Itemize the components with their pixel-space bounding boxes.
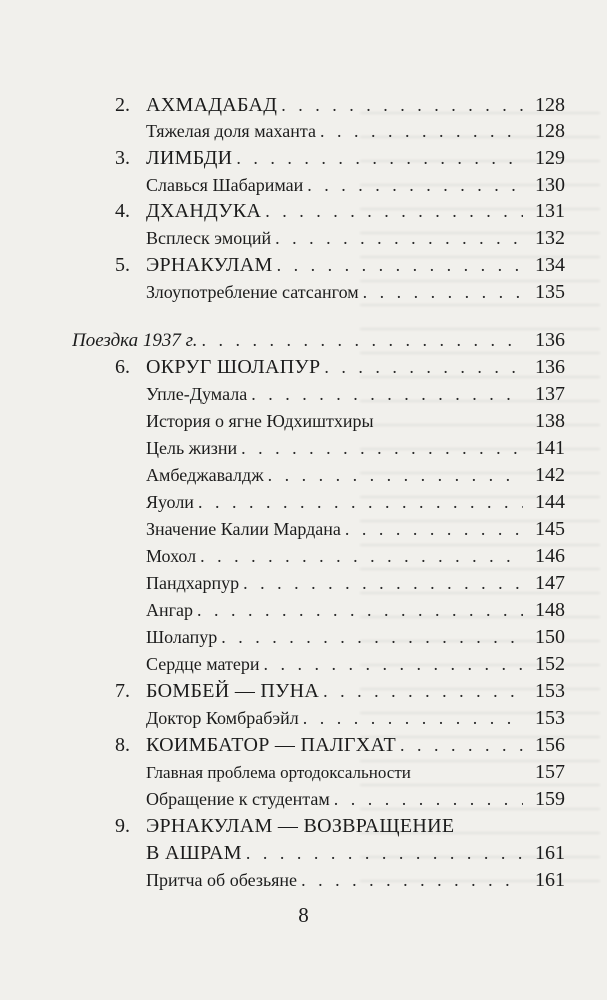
toc-entry-satsang bbox=[146, 281, 565, 309]
toc-entry-kombrabail bbox=[146, 707, 565, 735]
entry-page: 142 bbox=[535, 464, 565, 486]
leader-dots bbox=[359, 282, 523, 303]
entry-page: 153 bbox=[535, 707, 565, 729]
toc-entry-sholapur bbox=[146, 626, 565, 654]
entry-page: 145 bbox=[535, 518, 565, 540]
entry-title: Всплеск эмоций bbox=[146, 228, 272, 248]
leader-dots bbox=[237, 438, 523, 459]
leader-dots bbox=[198, 330, 523, 351]
entry-page: 138 bbox=[535, 410, 565, 432]
toc-entry-coimbatore bbox=[110, 734, 565, 762]
leader-dots bbox=[232, 148, 523, 169]
toc-entry-mahant bbox=[146, 120, 565, 148]
entry-number: 8. bbox=[115, 734, 130, 756]
leader-dots bbox=[193, 600, 523, 621]
leader-dots bbox=[261, 201, 523, 222]
leader-dots bbox=[273, 255, 523, 276]
toc-entry-ernakulam-return-cont bbox=[146, 842, 565, 870]
entry-page: 141 bbox=[535, 437, 565, 459]
entry-page: 161 bbox=[535, 842, 565, 864]
entry-title: Главная проблема ортодоксальности bbox=[146, 763, 411, 782]
toc-entry-monkey bbox=[146, 869, 565, 897]
toc-entry-students bbox=[146, 788, 565, 816]
entry-title: КОИМБАТОР — ПАЛГХАТ bbox=[146, 734, 396, 756]
entry-page: 144 bbox=[535, 491, 565, 513]
leader-dots bbox=[196, 546, 523, 567]
entry-number: 6. bbox=[115, 356, 130, 378]
entry-title: Шолапур bbox=[146, 627, 218, 647]
entry-page: 148 bbox=[535, 599, 565, 621]
section-title: Поездка 1937 г. bbox=[72, 330, 198, 351]
entry-page: 147 bbox=[535, 572, 565, 594]
toc-entry-limbdi bbox=[110, 147, 565, 175]
leader-dots bbox=[330, 789, 523, 810]
entry-page: 131 bbox=[535, 200, 565, 222]
toc-entry-yudhishthira bbox=[146, 410, 565, 438]
entry-page: 152 bbox=[535, 653, 565, 675]
leader-dots bbox=[264, 465, 523, 486]
entry-number: 3. bbox=[115, 147, 130, 169]
toc-entry-orthodoxy bbox=[146, 761, 565, 789]
leader-dots bbox=[271, 228, 523, 249]
entry-page: 153 bbox=[535, 680, 565, 702]
entry-number: 5. bbox=[115, 254, 130, 276]
leader-dots bbox=[297, 870, 523, 891]
leader-dots bbox=[299, 708, 523, 729]
toc-entry-angar bbox=[146, 599, 565, 627]
entry-page: 137 bbox=[535, 383, 565, 405]
entry-title: Обращение к студентам bbox=[146, 789, 330, 809]
leader-dots bbox=[247, 384, 523, 405]
entry-page: 136 bbox=[535, 329, 565, 351]
entry-page: 161 bbox=[535, 869, 565, 891]
entry-page: 134 bbox=[535, 254, 565, 276]
entry-title: Доктор Комбрабэйл bbox=[146, 708, 299, 728]
entry-page: 135 bbox=[535, 281, 565, 303]
entry-number: 7. bbox=[115, 680, 130, 702]
leader-dots bbox=[217, 627, 523, 648]
toc-entry-shabarimai bbox=[146, 174, 565, 202]
toc-entry-ahmadabad bbox=[110, 94, 565, 122]
leader-dots bbox=[316, 121, 523, 142]
entry-page: 129 bbox=[535, 147, 565, 169]
leader-dots bbox=[396, 735, 523, 756]
entry-title: Цель жизни bbox=[146, 438, 238, 458]
entry-title: История о ягне Юдхиштхиры bbox=[146, 411, 374, 431]
leader-dots bbox=[341, 519, 523, 540]
entry-title: АХМАДАБАД bbox=[146, 94, 278, 116]
entry-page: 157 bbox=[535, 761, 565, 783]
entry-title: ЛИМБДИ bbox=[146, 147, 233, 169]
entry-title: ОКРУГ ШОЛАПУР bbox=[146, 356, 321, 378]
entry-title: Тяжелая доля маханта bbox=[146, 121, 316, 141]
toc-entry-sholapur-district bbox=[110, 356, 565, 384]
entry-page: 132 bbox=[535, 227, 565, 249]
entry-title: Мохол bbox=[146, 546, 197, 566]
toc-entry-life-goal bbox=[146, 437, 565, 465]
entry-title: Славься Шабаримаи bbox=[146, 175, 304, 195]
leader-dots bbox=[242, 843, 523, 864]
entry-title: Амбеджавалдж bbox=[146, 465, 264, 485]
entry-page: 150 bbox=[535, 626, 565, 648]
toc-entry-uple-dumala bbox=[146, 383, 565, 411]
entry-title: ЭРНАКУЛАМ — ВОЗВРАЩЕНИЕ bbox=[146, 815, 455, 837]
toc-entry-mother-heart bbox=[146, 653, 565, 681]
leader-dots bbox=[194, 492, 523, 513]
toc-entry-kaliya-mardana bbox=[146, 518, 565, 546]
toc-section-1937 bbox=[72, 329, 565, 357]
entry-title: Значение Калии Мардана bbox=[146, 519, 341, 539]
entry-page: 128 bbox=[535, 120, 565, 142]
leader-dots bbox=[260, 654, 523, 675]
leader-dots bbox=[319, 681, 523, 702]
entry-page: 130 bbox=[535, 174, 565, 196]
toc-entry-pandharpur bbox=[146, 572, 565, 600]
toc-entry-mohol bbox=[146, 545, 565, 573]
entry-title: Пандхарпур bbox=[146, 573, 240, 593]
entry-page: 146 bbox=[535, 545, 565, 567]
entry-title: Яуоли bbox=[146, 492, 194, 512]
entry-page: 156 bbox=[535, 734, 565, 756]
toc-entry-ambejavaldzh bbox=[146, 464, 565, 492]
entry-number: 9. bbox=[115, 815, 130, 837]
leader-dots bbox=[320, 357, 523, 378]
entry-title: БОМБЕЙ — ПУНА bbox=[146, 680, 320, 702]
toc-entry-emotions bbox=[146, 227, 565, 255]
entry-title: ДХАНДУКА bbox=[146, 200, 262, 222]
entry-title: Притча об обезьяне bbox=[146, 870, 298, 890]
entry-title: ЭРНАКУЛАМ bbox=[146, 254, 273, 276]
toc-entry-bombay-pune bbox=[110, 680, 565, 708]
entry-title: Злоупотребление сатсангом bbox=[146, 282, 359, 302]
entry-title: Сердце матери bbox=[146, 654, 260, 674]
entry-page: 128 bbox=[535, 94, 565, 116]
leader-dots bbox=[239, 573, 523, 594]
entry-title: В АШРАМ bbox=[146, 842, 242, 864]
toc-entry-dhanduka bbox=[110, 200, 565, 228]
toc-entry-ernakulam-return bbox=[110, 815, 565, 843]
toc-entry-yauoli bbox=[146, 491, 565, 519]
leader-dots bbox=[303, 175, 523, 196]
entry-page: 159 bbox=[535, 788, 565, 810]
leader-dots bbox=[277, 95, 523, 116]
entry-title: Упле-Думала bbox=[146, 384, 248, 404]
entry-number: 4. bbox=[115, 200, 130, 222]
page-number: 8 bbox=[298, 903, 309, 927]
entry-title: Ангар bbox=[146, 600, 194, 620]
entry-number: 2. bbox=[115, 94, 130, 116]
toc-entry-ernakulam bbox=[110, 254, 565, 282]
entry-page: 136 bbox=[535, 356, 565, 378]
